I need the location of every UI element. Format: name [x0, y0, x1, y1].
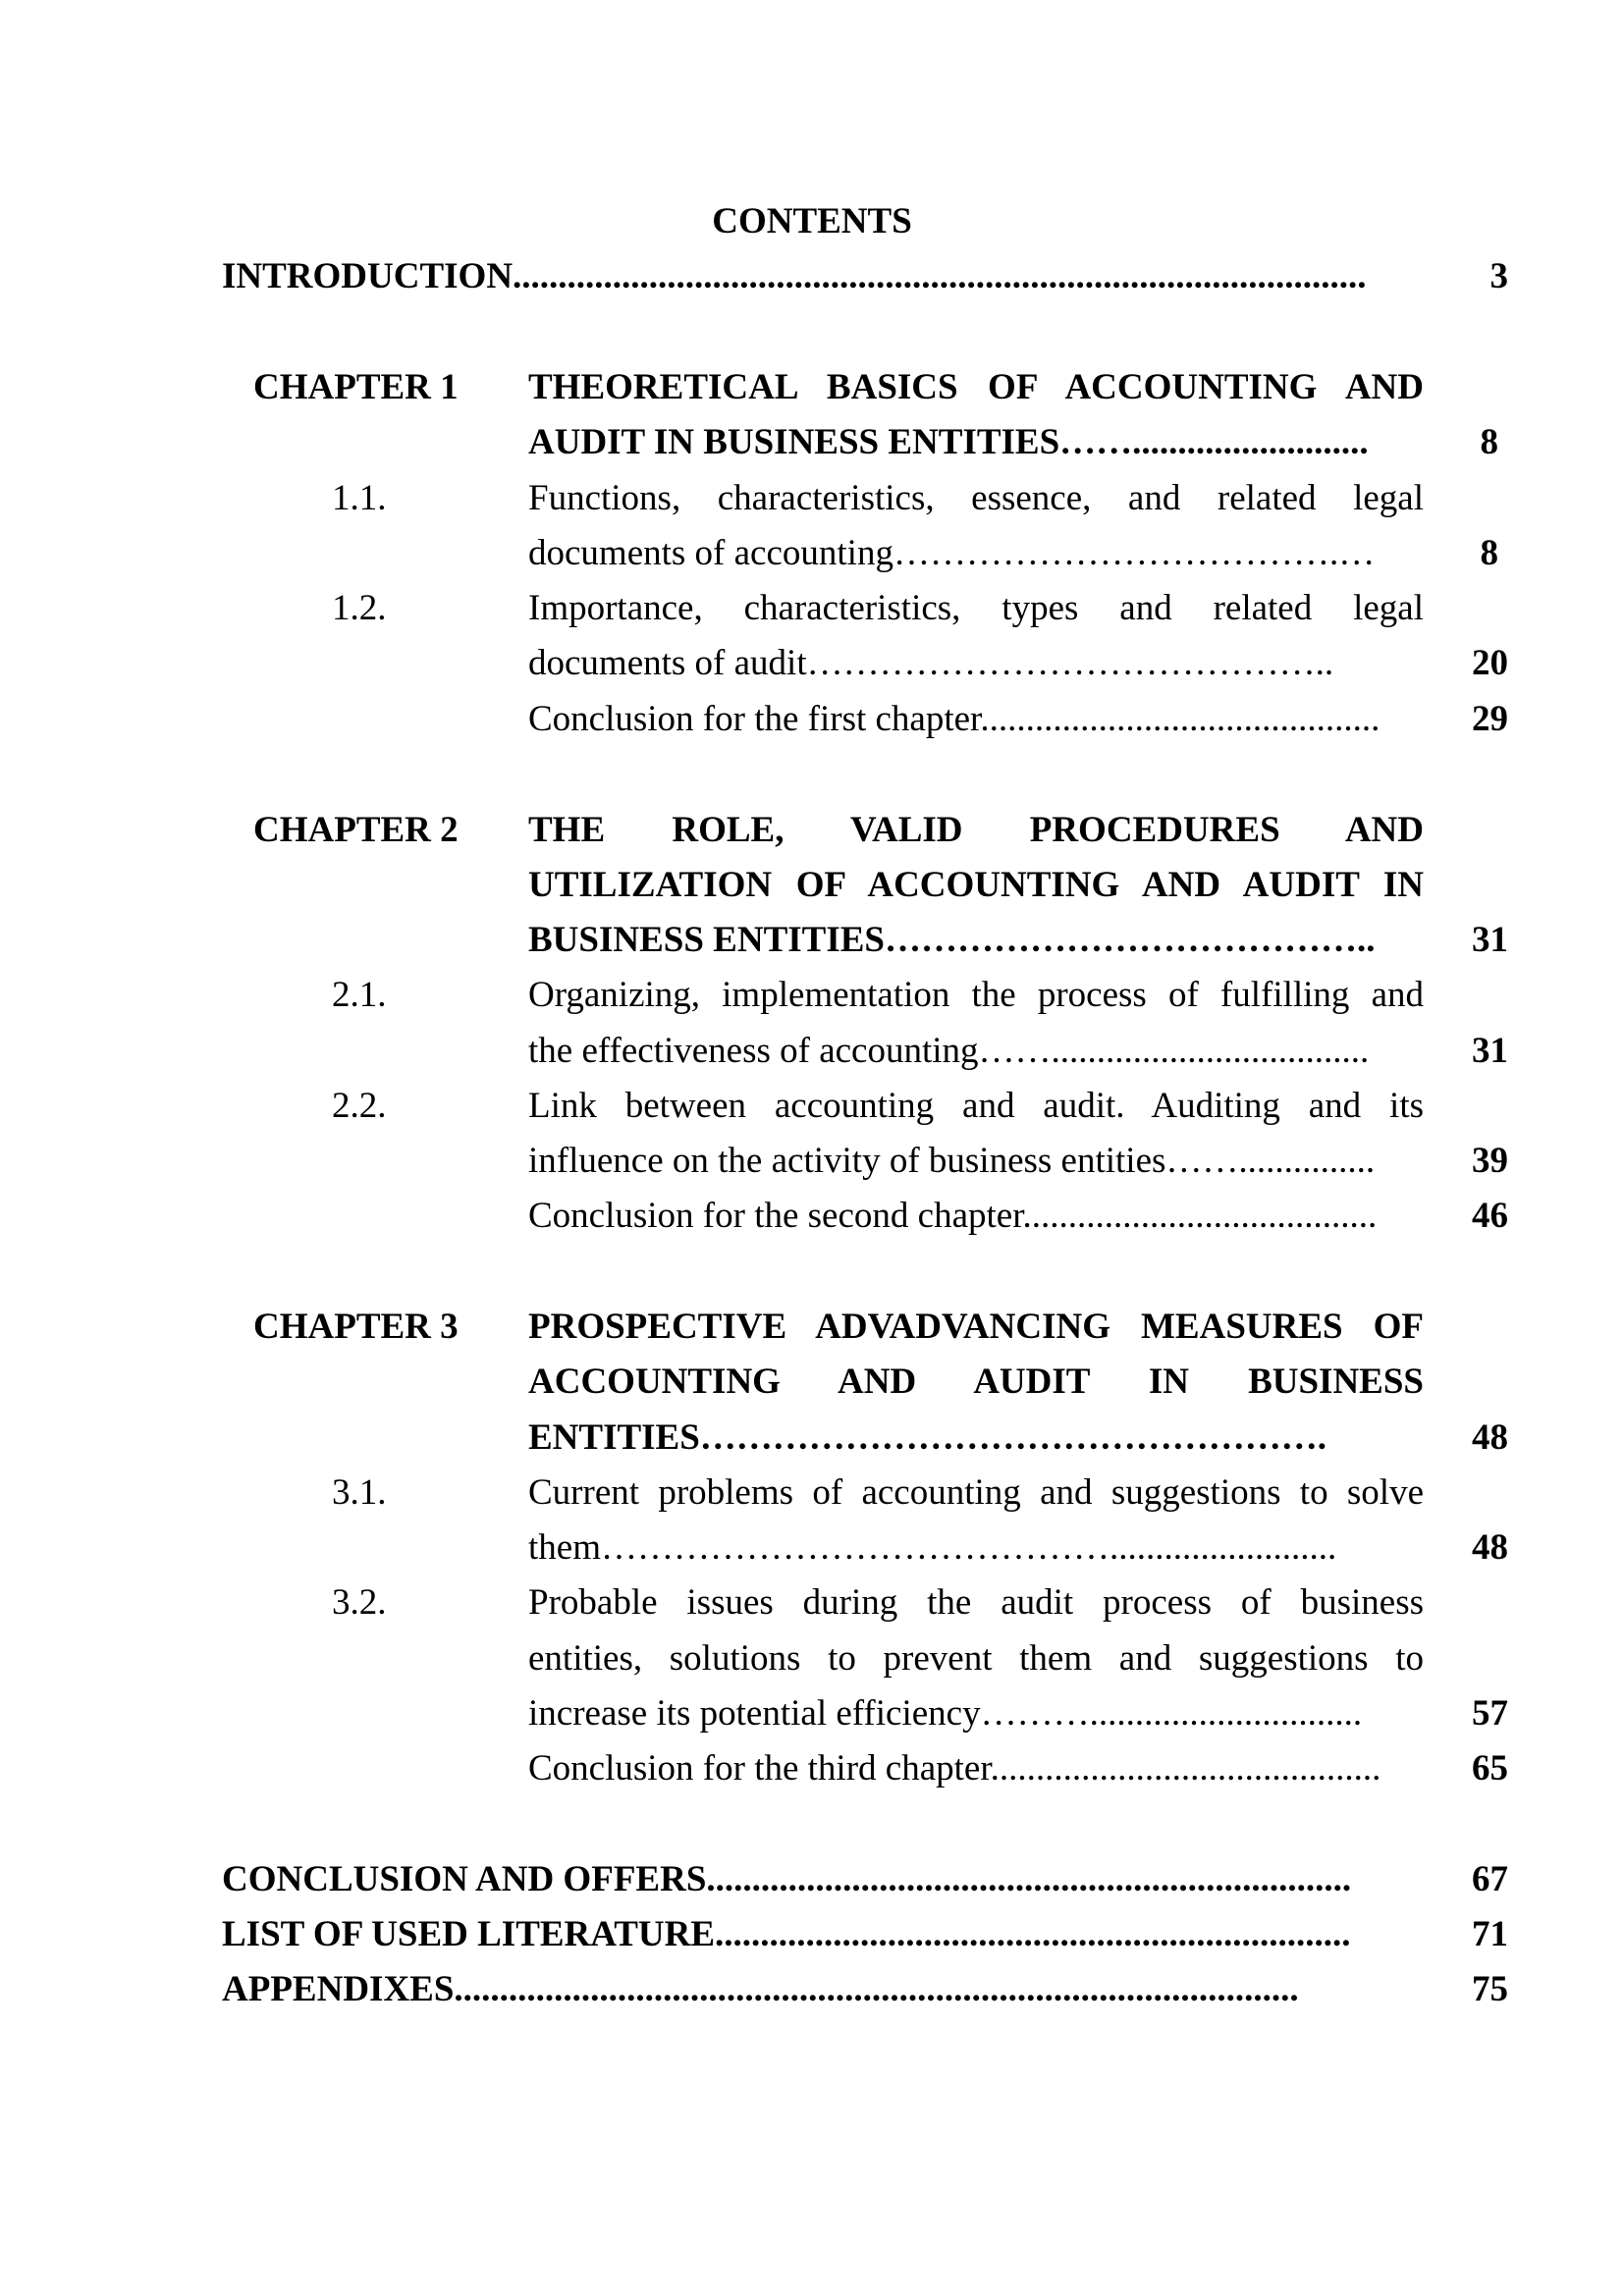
page-title: CONTENTS: [712, 201, 912, 241]
chapter-title-line[interactable]: AUDIT IN BUSINESS ENTITIES……..........................: [528, 422, 1369, 462]
chapter-title-line[interactable]: THE ROLE, VALID PROCEDURES AND: [528, 810, 1424, 850]
section-number: 2.1.: [332, 975, 387, 1015]
section-title-line[interactable]: the effectiveness of accounting……...................................: [528, 1031, 1370, 1071]
section-title-line[interactable]: Organizing, implementation the process of fulfilling and: [528, 975, 1424, 1015]
section-title-line[interactable]: Probable issues during the audit process of business: [528, 1582, 1424, 1623]
section-title-line[interactable]: Functions, characteristics, essence, and related legal: [528, 478, 1424, 518]
toc-entry-literature[interactable]: LIST OF USED LITERATURE......................................................................: [222, 1914, 1351, 1954]
page-number: 67: [1472, 1859, 1508, 1899]
chapter-conclusion[interactable]: Conclusion for the third chapter...........................................: [528, 1748, 1381, 1789]
section-number: 2.2.: [332, 1086, 387, 1126]
page-number: 20: [1472, 643, 1508, 683]
section-title-line[interactable]: documents of audit……………………………………..: [528, 643, 1334, 683]
page-number: 31: [1472, 920, 1508, 960]
page-number: 57: [1472, 1693, 1508, 1734]
chapter-label: CHAPTER 3: [253, 1307, 459, 1347]
page-number: 8: [1480, 533, 1498, 573]
section-number: 3.2.: [332, 1582, 387, 1623]
toc-entry-conclusion[interactable]: CONCLUSION AND OFFERS.......................................................................: [222, 1859, 1352, 1899]
page-number: 8: [1480, 422, 1498, 462]
page-number: 71: [1472, 1914, 1508, 1954]
page-number: 29: [1472, 699, 1508, 739]
page-number: 3: [1489, 256, 1508, 296]
section-title-line[interactable]: Current problems of accounting and suggestions to solve: [528, 1472, 1424, 1513]
page-number: 39: [1472, 1141, 1508, 1181]
chapter-conclusion[interactable]: Conclusion for the first chapter............................................: [528, 699, 1380, 739]
page-number: 31: [1472, 1031, 1508, 1071]
page-number: 75: [1472, 1969, 1508, 2009]
chapter-conclusion[interactable]: Conclusion for the second chapter.......................................: [528, 1196, 1378, 1236]
section-number: 1.2.: [332, 588, 387, 628]
page-number: 65: [1472, 1748, 1508, 1789]
section-title-line[interactable]: documents of accounting……………………………….…: [528, 533, 1376, 573]
chapter-title-line[interactable]: UTILIZATION OF ACCOUNTING AND AUDIT IN: [528, 865, 1424, 905]
page-number: 46: [1472, 1196, 1508, 1236]
section-title-line[interactable]: entities, solutions to prevent them and suggestions to: [528, 1638, 1424, 1679]
chapter-title-line[interactable]: THEORETICAL BASICS OF ACCOUNTING AND: [528, 367, 1424, 407]
chapter-title-line[interactable]: ACCOUNTING AND AUDIT IN BUSINESS: [528, 1362, 1424, 1402]
page-number: 48: [1472, 1417, 1508, 1458]
chapter-title-line[interactable]: PROSPECTIVE ADVADVANCING MEASURES OF: [528, 1307, 1424, 1347]
section-title-line[interactable]: increase its potential efficiency………..............................: [528, 1693, 1363, 1734]
toc-entry-appendixes[interactable]: APPENDIXES.............................................................................................: [222, 1969, 1299, 2009]
section-title-line[interactable]: them…………………………………….........................: [528, 1527, 1337, 1568]
chapter-title-line[interactable]: BUSINESS ENTITIES…………………………………..: [528, 920, 1376, 960]
chapter-label: CHAPTER 1: [253, 367, 459, 407]
chapter-title-line[interactable]: ENTITIES…………………………………………….: [528, 1417, 1327, 1458]
page-number: 48: [1472, 1527, 1508, 1568]
toc-entry-introduction[interactable]: INTRODUCTION..............................................................................................: [222, 256, 1367, 296]
section-title-line[interactable]: influence on the activity of business entities……...............: [528, 1141, 1376, 1181]
section-title-line[interactable]: Link between accounting and audit. Auditing and its: [528, 1086, 1424, 1126]
chapter-label: CHAPTER 2: [253, 810, 459, 850]
section-number: 1.1.: [332, 478, 387, 518]
section-title-line[interactable]: Importance, characteristics, types and related legal: [528, 588, 1424, 628]
section-number: 3.1.: [332, 1472, 387, 1513]
